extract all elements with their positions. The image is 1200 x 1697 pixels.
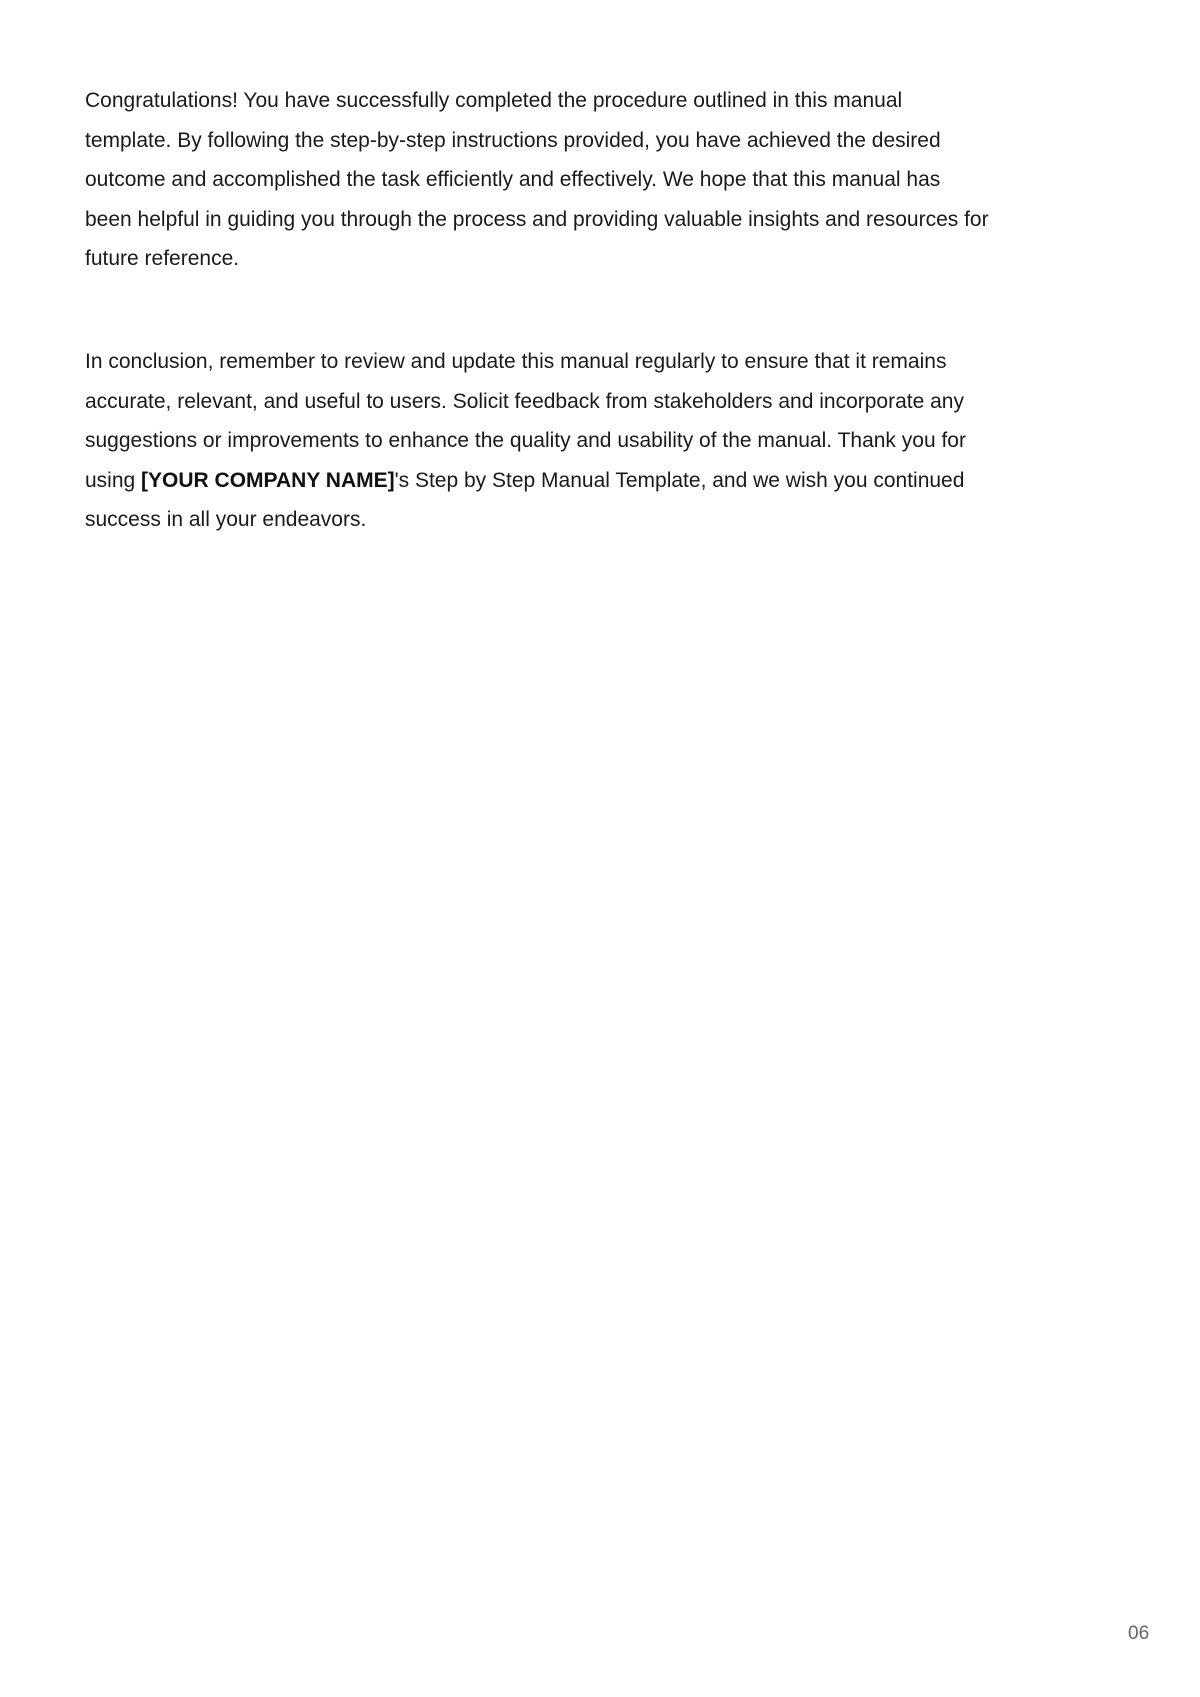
- text-line: [85, 461, 1145, 501]
- text-line: template. By following the step-by-step instructions provided, you have achieved the desired: [85, 128, 941, 152]
- text-fragment: 's Step by Step Manual Template, and we wish you continued: [394, 468, 965, 492]
- text-fragment: using: [85, 468, 142, 492]
- company-name-placeholder: [YOUR COMPANY NAME]: [141, 468, 395, 492]
- page-number: 06: [1128, 1623, 1150, 1644]
- text-line: Congratulations! You have successfully completed the procedure outlined in this manual: [85, 89, 903, 112]
- text-line: been helpful in guiding you through the process and providing valuable insights and resources for: [85, 207, 989, 231]
- text-line: future reference.: [85, 247, 240, 270]
- text-line: accurate, relevant, and useful to users. Solicit feedback from stakeholders and incorporate any: [85, 389, 964, 413]
- congratulations-paragraph: [85, 81, 1145, 279]
- text-line: success in all your endeavors.: [85, 508, 367, 531]
- text-line: outcome and accomplished the task efficiently and effectively. We hope that this manual has: [85, 168, 941, 191]
- conclusion-paragraph: [85, 342, 1145, 540]
- text-line: suggestions or improvements to enhance the quality and usability of the manual. Thank you for: [85, 429, 966, 452]
- text-line: In conclusion, remember to review and update this manual regularly to ensure that it remains: [85, 350, 947, 373]
